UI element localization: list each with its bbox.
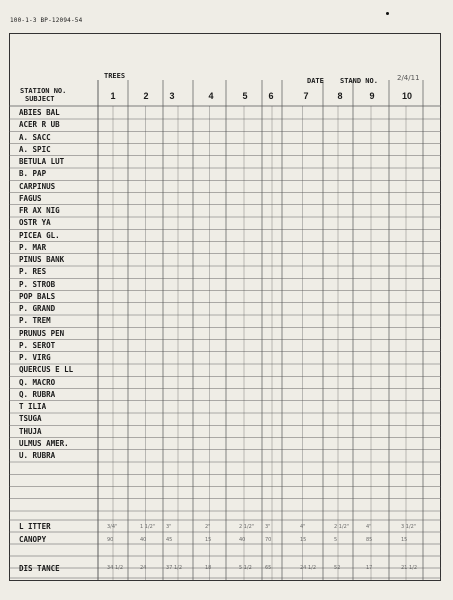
litter-entry: 1 1/2" [140, 524, 156, 530]
trees-label: TREES [104, 72, 126, 80]
subject-label: ABIES BAL [19, 108, 60, 117]
column-number-5: 5 [242, 91, 248, 101]
column-number-1: 1 [110, 91, 116, 101]
subject-label: ACER R UB [19, 120, 60, 130]
subject-label: BETULA LUT [19, 157, 65, 166]
distance-entry: 5 1/2 [239, 565, 252, 571]
column-number-8: 8 [337, 91, 343, 101]
subject-label: OSTR YA [19, 218, 51, 228]
litter-entry: 4" [366, 524, 372, 530]
subject-label: U. RUBRA [19, 451, 56, 460]
distance-entry: 52 [334, 565, 341, 571]
subject-label: T ILIA [19, 402, 47, 411]
subject-label: P. RES [19, 267, 47, 277]
litter-entry: 3" [166, 524, 172, 530]
canopy-label: CANOPY [19, 535, 47, 544]
station-label: STATION NO. [20, 87, 67, 95]
date-label: DATE [307, 77, 324, 85]
subject-label: PRUNUS PEN [19, 328, 65, 338]
column-number-2: 2 [143, 91, 149, 101]
distance-entry: 18 [205, 565, 212, 571]
subject-label: P. SEROT [19, 340, 56, 350]
distance-entry: 65 [265, 565, 272, 571]
distance-entry: 34 1/2 [107, 565, 123, 571]
form-code: 100-1-3 BP-12094-54 [10, 17, 83, 24]
subject-label: ULMUS AMER. [19, 438, 69, 448]
column-number-3: 3 [169, 91, 175, 101]
litter-entry: 3" [265, 524, 271, 530]
subject-label: P. GRAND [19, 304, 56, 313]
distance-entry: 17 [366, 565, 373, 571]
subject-label: QUERCUS E LL [19, 365, 74, 375]
canopy-entry: 90 [107, 537, 114, 543]
litter-label: L ITTER [19, 522, 51, 531]
subject-label: A. SACC [19, 132, 51, 142]
subject-label: POP BALS [19, 291, 56, 301]
canopy-entry: 40 [239, 537, 246, 543]
distance-label: DIS TANCE [19, 564, 60, 573]
subject-label: FAGUS [19, 193, 42, 203]
distance-entry: 24 [140, 565, 147, 571]
column-number-9: 9 [369, 91, 375, 101]
litter-entry: 3 1/2" [401, 524, 417, 530]
canopy-entry: 70 [265, 537, 272, 543]
stand-label: STAND NO. [340, 77, 378, 85]
subject-label: Q. MACRO [19, 377, 56, 387]
litter-entry: 2" [205, 524, 211, 530]
subject-label: P. TREM [19, 316, 51, 326]
subject-label: P. MAR [19, 242, 47, 252]
canopy-entry: 45 [166, 537, 173, 543]
subject-label: SUBJECT [25, 95, 55, 103]
column-number-4: 4 [208, 91, 214, 101]
litter-entry: 4" [300, 524, 306, 530]
canopy-entry: 15 [300, 537, 307, 543]
canopy-entry: 15 [205, 537, 212, 543]
litter-entry: 2 1/2" [334, 524, 350, 530]
subject-label: PINUS BANK [19, 255, 65, 264]
subject-label: FR AX NIG [19, 206, 60, 215]
litter-entry: 3/4" [107, 524, 118, 530]
column-number-7: 7 [303, 91, 309, 101]
canopy-entry: 85 [366, 537, 373, 543]
column-number-10: 10 [401, 91, 412, 101]
subject-label: TSUGA [19, 414, 42, 424]
subject-label: Q. RUBRA [19, 389, 56, 399]
subject-label: P. STROB [19, 279, 56, 289]
subject-label: B. PAP [19, 169, 47, 179]
distance-entry: 24 1/2 [300, 565, 316, 571]
canopy-entry: 40 [140, 537, 147, 543]
distance-entry: 21 1/2 [401, 565, 417, 571]
canopy-entry: 5 [334, 537, 338, 543]
subject-label: PICEA GL. [19, 230, 60, 240]
stand-value: 2/4/11 [397, 74, 420, 82]
canopy-entry: 15 [401, 537, 408, 543]
subject-label: P. VIRG [19, 353, 51, 362]
column-number-6: 6 [268, 91, 274, 101]
subject-label: THUJA [19, 426, 42, 436]
distance-entry: 37 1/2 [166, 565, 182, 571]
litter-entry: 2 1/2" [239, 524, 255, 530]
subject-label: A. SPIC [19, 144, 51, 154]
subject-label: CARPINUS [19, 181, 56, 191]
